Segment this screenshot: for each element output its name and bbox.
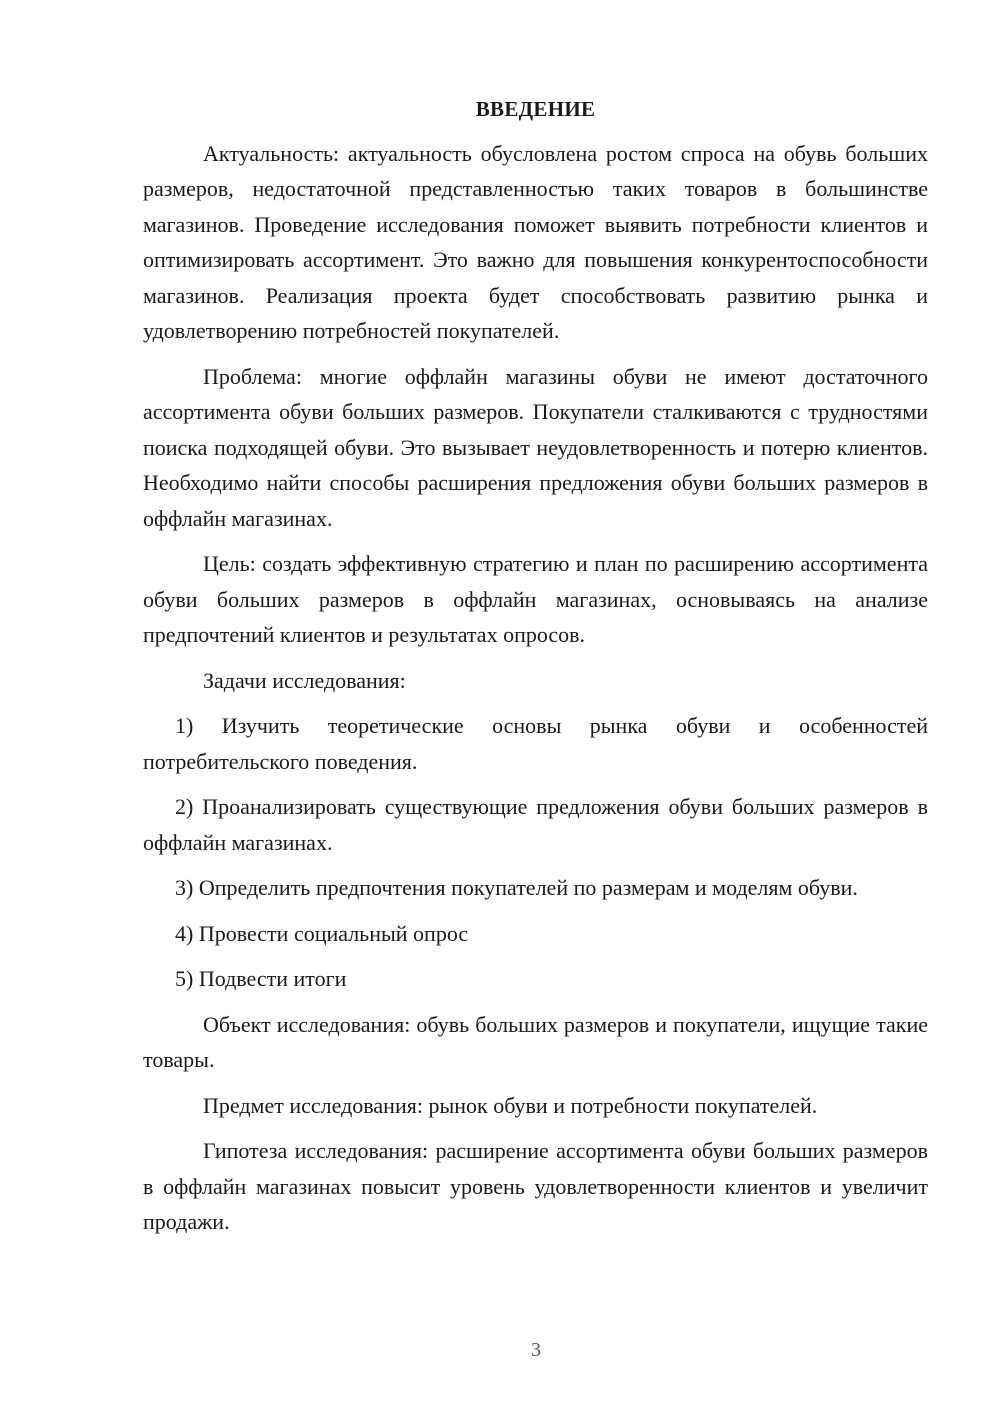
- task-item-1: 1) Изучить теоретические основы рынка обуви и особенностей потребительского поведения.: [143, 713, 928, 774]
- paragraph-goal: Цель: создать эффективную стратегию и план по расширению ассортимента обуви больших размеров в оффлайн магазинах, основываясь на анализе предпочтений клиентов и результатах опросов.: [143, 551, 928, 647]
- task-item-4: 4) Провести социальный опрос: [175, 920, 469, 946]
- task-item-3: 3) Определить предпочтения покупателей по размерам и моделям обуви.: [175, 875, 858, 900]
- task-item-2: 2) Проанализировать существующие предложения обуви больших размеров в оффлайн магазинах.: [143, 794, 928, 855]
- section-heading: ВВЕДЕНИЕ: [475, 97, 596, 121]
- paragraph-subject: Предмет исследования: рынок обуви и потребности покупателей.: [203, 1092, 818, 1118]
- paragraph-object: Объект исследования: обувь больших размеров и покупатели, ищущие такие товары.: [143, 1011, 928, 1072]
- task-item-5: 5) Подвести итоги: [175, 966, 347, 991]
- page-number: 3: [531, 1339, 541, 1361]
- paragraph-relevance: Актуальность: актуальность обусловлена ростом спроса на обувь больших размеров, недостаточной представленностью таких товаров в большинстве магазинов. Проведение исследования поможет выявить потребности клиентов и оптимизировать ассортимент. Это важно для повышения конкурентоспособности магазинов. Реализация проекта будет способствовать развитию рынка и удовлетворению потребностей покупателей.: [143, 140, 928, 343]
- page-content: [143, 92, 928, 1250]
- paragraph-hypothesis: Гипотеза исследования: расширение ассортимента обуви больших размеров в оффлайн магазинах повысит уровень удовлетворенности клиентов и увеличит продажи.: [143, 1138, 928, 1234]
- paragraph-tasks-intro: Задачи исследования:: [203, 667, 406, 693]
- paragraph-problem: Проблема: многие оффлайн магазины обуви не имеют достаточного ассортимента обуви больших размеров. Покупатели сталкиваются с трудностями поиска подходящей обуви. Это вызывает неудовлетворенность и потерю клиентов. Необходимо найти способы расширения предложения обуви больших размеров в оффлайн магазинах.: [143, 363, 928, 531]
